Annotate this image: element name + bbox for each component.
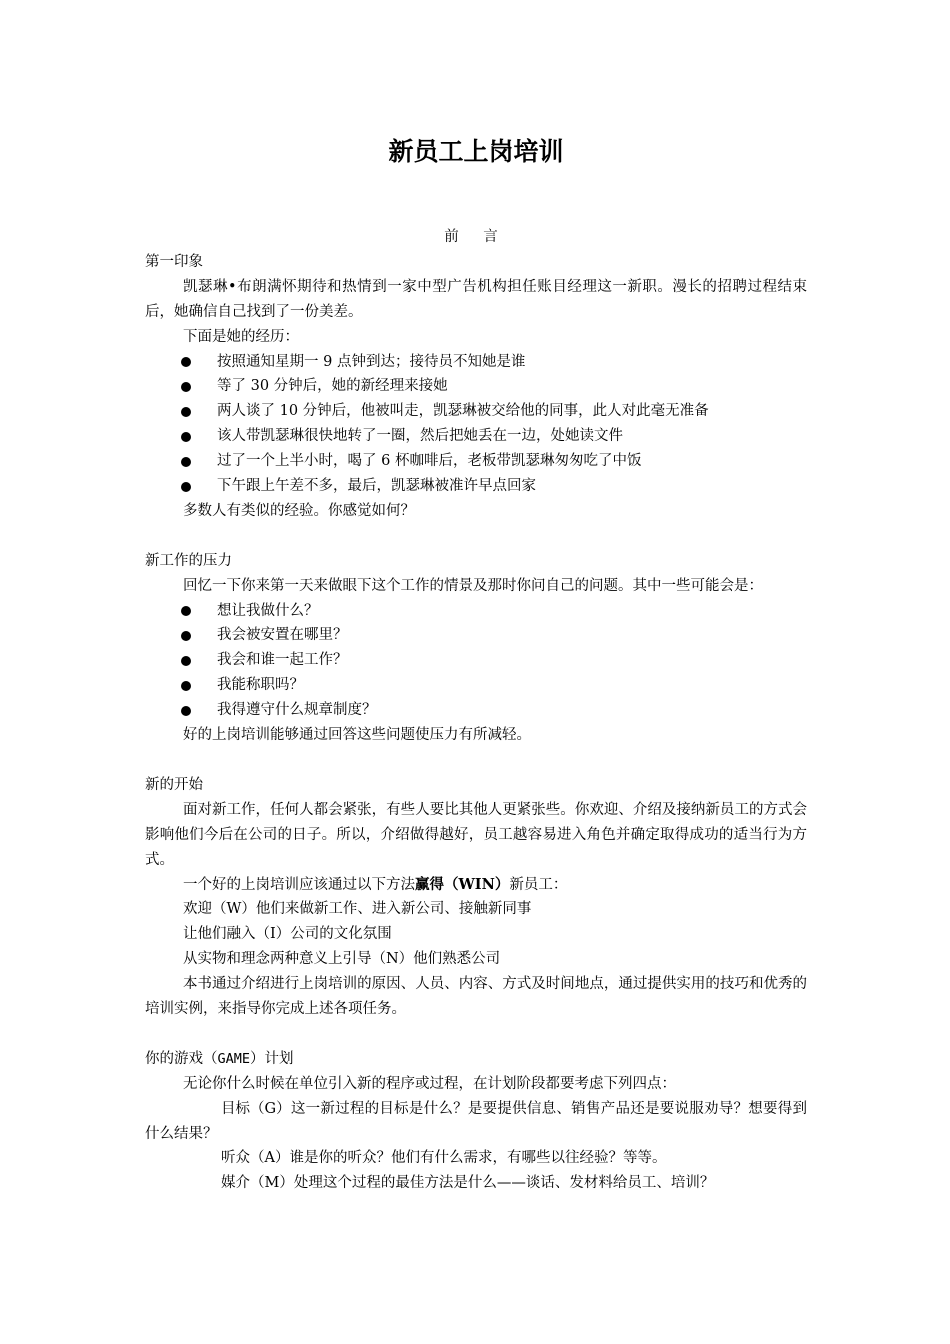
win-item-i: 让他们融入（I）公司的文化氛围: [183, 926, 392, 943]
bullet-icon: [181, 407, 191, 417]
paragraph: 回忆一下你来第一天来做眼下这个工作的情景及那时你问自己的问题。其中一些可能会是：: [183, 577, 763, 594]
paragraph: 好的上岗培训能够通过回答这些问题使压力有所减轻。: [183, 727, 531, 744]
list-item: 我会和谁一起工作？: [145, 648, 807, 673]
list-item: 该人带凯瑟琳很快地转了一圈，然后把她丢在一边，处她读文件: [145, 424, 807, 449]
list-item: 我会被安置在哪里？: [145, 623, 807, 648]
list-item: 两人谈了 10 分钟后，他被叫走，凯瑟琳被交给他的同事，此人对此毫无准备: [145, 399, 807, 424]
bullet-icon: [181, 457, 191, 467]
game-item-m: 媒介（M）处理这个过程的最佳方法是什么——谈话、发材料给员工、培训？: [221, 1175, 715, 1192]
bullet-icon: [181, 606, 191, 616]
bullet-icon: [181, 357, 191, 367]
bullet-icon: [181, 482, 191, 492]
paragraph: 无论你什么时候在单位引入新的程序或过程，在计划阶段都要考虑下列四点：: [183, 1075, 676, 1092]
paragraph: 面对新工作，任何人都会紧张，有些人要比其他人更紧张些。你欢迎、介绍及接纳新员工的方式会影响他们今后在公司的日子。所以，介绍做得越好，员工越容易进入角色并确定取得成功的适当行为方式。: [145, 801, 807, 868]
list-item: 等了 30 分钟后，她的新经理来接她: [145, 374, 807, 399]
win-item-n: 从实物和理念两种意义上引导（N）他们熟悉公司: [183, 951, 501, 968]
bullet-icon: [181, 706, 191, 716]
section-heading-first-impression: 第一印象: [145, 253, 203, 270]
game-item-g: 目标（G）这一新过程的目标是什么？是要提供信息、销售产品还是要说服劝导？想要得到什么结果？: [145, 1100, 807, 1142]
section-heading-pressure: 新工作的压力: [145, 552, 232, 569]
bullet-icon: [181, 432, 191, 442]
game-item-a: 听众（A）谁是你的听众？他们有什么需求，有哪些以往经验？等等。: [221, 1150, 667, 1167]
win-paragraph: 一个好的上岗培训应该通过以下方法赢得（WIN）新员工：: [183, 875, 568, 893]
list-item: 按照通知星期一 9 点钟到达；接待员不知她是谁: [145, 350, 807, 375]
list-item: 想让我做什么？: [145, 599, 807, 624]
paragraph: 凯瑟琳•布朗满怀期待和热情到一家中型广告机构担任账目经理这一新职。漫长的招聘过程结束后，她确信自己找到了一份美差。: [145, 278, 807, 320]
list-item: 过了一个上半小时，喝了 6 杯咖啡后，老板带凯瑟琳匆匆吃了中饭: [145, 449, 807, 474]
bullet-icon: [181, 681, 191, 691]
bullet-icon: [181, 656, 191, 666]
paragraph: 本书通过介绍进行上岗培训的原因、人员、内容、方式及时间地点，通过提供实用的技巧和优秀的培训实例，来指导你完成上述各项任务。: [145, 976, 807, 1018]
paragraph: 多数人有类似的经验。你感觉如何？: [183, 502, 415, 519]
win-emphasis: 赢得（WIN）: [415, 875, 510, 893]
document-body: [145, 225, 807, 1196]
win-item-w: 欢迎（W）他们来做新工作、进入新公司、接触新同事: [183, 901, 532, 918]
section-heading-new-start: 新的开始: [145, 776, 203, 793]
preface-heading: 前 言: [444, 229, 508, 245]
section-heading-game: 你的游戏（GAME）计划: [145, 1050, 294, 1067]
bullet-icon: [181, 382, 191, 392]
list-item: 下午跟上午差不多，最后，凯瑟琳被准许早点回家: [145, 474, 807, 499]
list-item: 我得遵守什么规章制度？: [145, 698, 807, 723]
paragraph: 下面是她的经历：: [183, 328, 299, 345]
document-title: 新员工上岗培训: [388, 137, 564, 166]
bullet-icon: [181, 631, 191, 641]
list-item: 我能称职吗？: [145, 673, 807, 698]
